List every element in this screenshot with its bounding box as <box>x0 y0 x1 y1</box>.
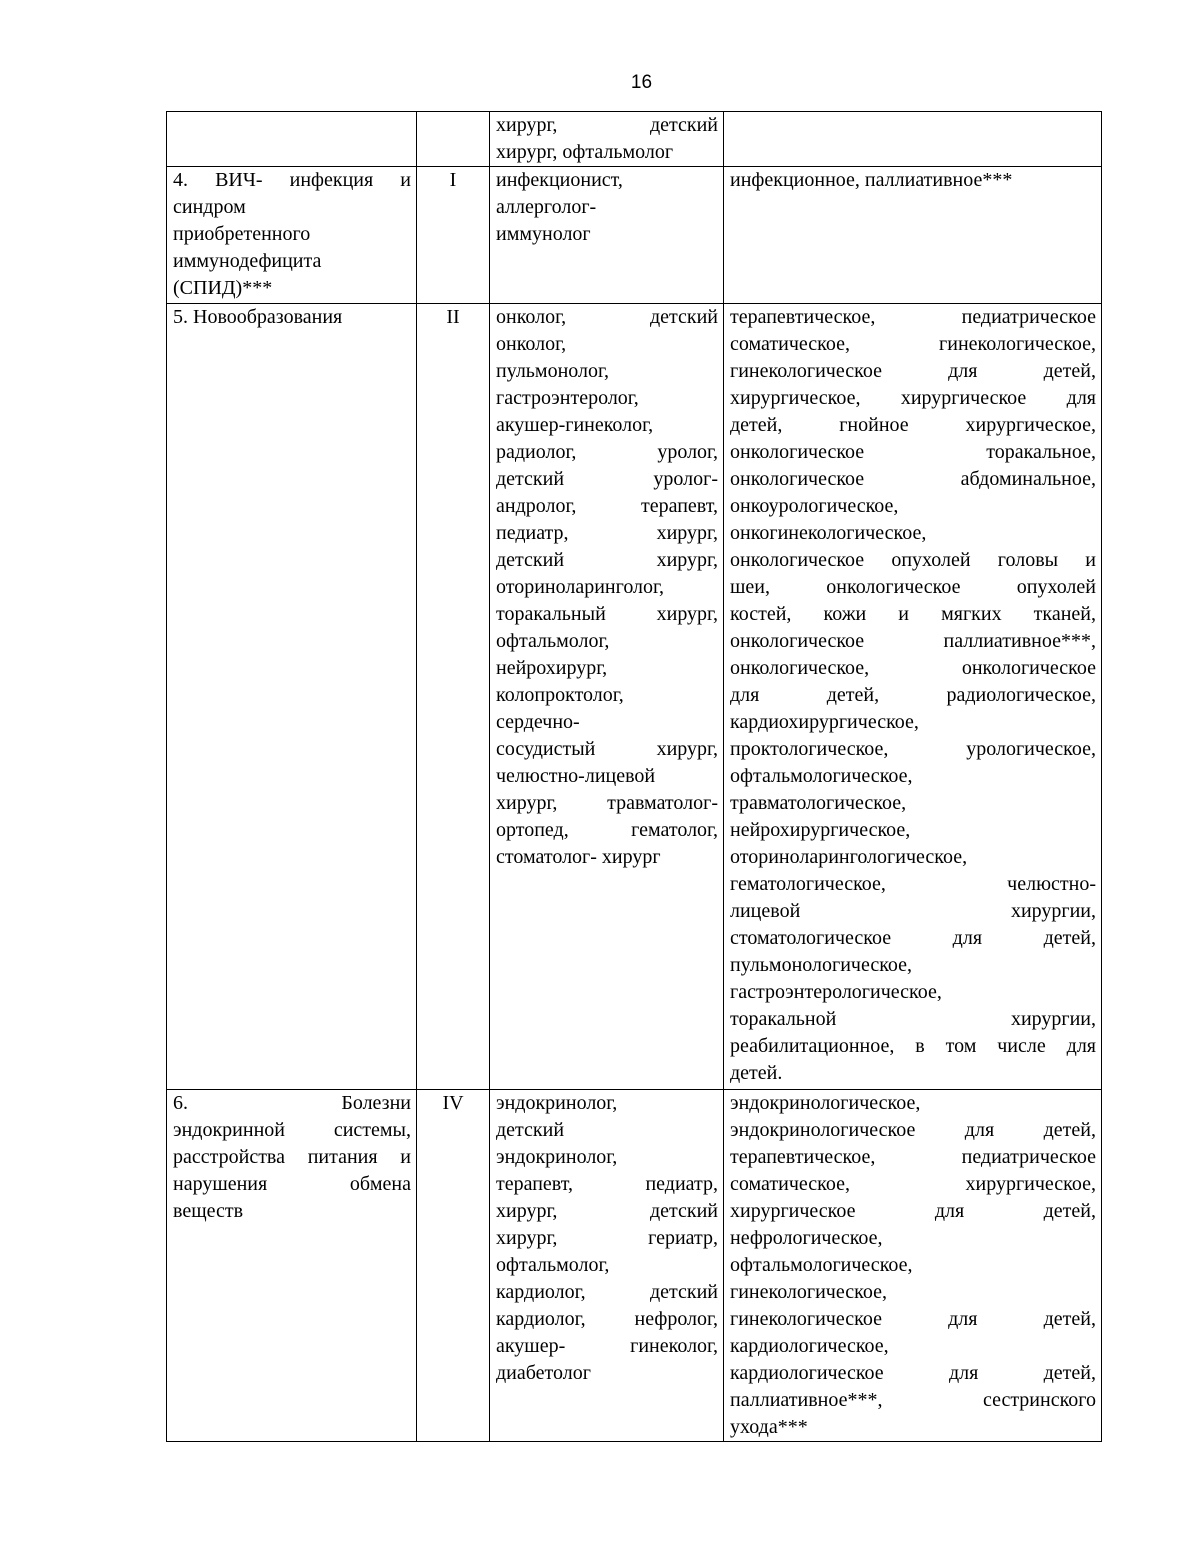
cell-line: онколог, <box>496 333 567 355</box>
cell-line: нейрохирург, <box>496 657 608 679</box>
cell-line: челюстно-лицевой <box>496 765 656 787</box>
profile-cell <box>724 167 1102 304</box>
cell-line: синдром <box>173 196 246 218</box>
cell-line: терапевтическое, педиатрическое <box>730 306 1096 328</box>
cell-line: гематологическое, челюстно- <box>730 873 1096 895</box>
disease-name-cell <box>167 1090 417 1442</box>
cell-line: кардиохирургическое, <box>730 711 919 733</box>
disease-name-cell <box>167 167 417 304</box>
disease-name-cell <box>167 304 417 1090</box>
table-row <box>167 1090 1102 1442</box>
cell-line: эндокринологическое, <box>730 1092 921 1114</box>
cell-line: колопроктолог, <box>496 684 624 706</box>
cell-line: онкологическое опухолей головы и <box>730 549 1096 571</box>
cell-line: онколог, детский <box>496 306 718 328</box>
cell-line: сосудистый хирург, <box>496 738 718 760</box>
cell-line: офтальмолог, <box>496 1254 610 1276</box>
cell-line: стоматологическое для детей, <box>730 927 1096 949</box>
cell-line: нейрохирургическое, <box>730 819 911 841</box>
cell-line: паллиативное***, сестринского <box>730 1389 1096 1411</box>
cell-line: эндокринолог, <box>496 1092 618 1114</box>
cell-line: онкологическое паллиативное***, <box>730 630 1096 652</box>
cell-line: онкологическое абдоминальное, <box>730 468 1096 490</box>
specialists-cell <box>490 1090 724 1442</box>
cell-line: ухода*** <box>730 1416 808 1438</box>
specialists-cell <box>490 167 724 304</box>
page-number: 16 <box>630 72 653 93</box>
cell-line: офтальмологическое, <box>730 765 913 787</box>
cell-line: расстройства питания и <box>173 1146 411 1168</box>
cell-line: оториноларинголог, <box>496 576 664 598</box>
cell-line: офтальмологическое, <box>730 1254 913 1276</box>
cell-line: проктологическое, урологическое, <box>730 738 1096 760</box>
cell-line: терапевтическое, педиатрическое <box>730 1146 1096 1168</box>
cell-line: диабетолог <box>496 1362 591 1384</box>
cell-line: 6. Болезни <box>173 1092 411 1114</box>
cell-line: гинекологическое для детей, <box>730 360 1096 382</box>
cell-line: хирургическое для детей, <box>730 1200 1096 1222</box>
cell-line: шеи, онкологическое опухолей <box>730 576 1096 598</box>
table-row <box>167 167 1102 304</box>
cell-line: хирург, офтальмолог <box>496 141 674 163</box>
cell-line: хирург, детский <box>496 114 718 136</box>
cell-line: детский уролог- <box>496 468 718 490</box>
cell-line: акушер-гинеколог, <box>496 414 654 436</box>
cell-line: пульмонолог, <box>496 360 609 382</box>
cell-line: нефрологическое, <box>730 1227 883 1249</box>
cell-line: эндокринологическое для детей, <box>730 1119 1096 1141</box>
group-cell: II <box>417 304 490 1090</box>
cell-line: хирургическое, хирургическое для <box>730 387 1096 409</box>
cell-line: 4. ВИЧ- инфекция и <box>173 169 411 191</box>
cell-line: эндокринной системы, <box>173 1119 411 1141</box>
cell-line: сердечно- <box>496 711 580 733</box>
cell-line: пульмонологическое, <box>730 954 913 976</box>
cell-line: гастроэнтерологическое, <box>730 981 942 1003</box>
cell-line: детей, гнойное хирургическое, <box>730 414 1096 436</box>
cell-line: онкологическое, онкологическое <box>730 657 1096 679</box>
cell-line: лицевой хирургии, <box>730 900 1096 922</box>
cell-line: гинекологическое для детей, <box>730 1308 1096 1330</box>
cell-line: онкологическое торакальное, <box>730 441 1096 463</box>
cell-line: стоматолог- хирург <box>496 846 661 868</box>
cell-line: реабилитационное, в том числе для <box>730 1035 1096 1057</box>
cell-line: хирург, травматолог- <box>496 792 718 814</box>
table-row <box>167 304 1102 1090</box>
cell-line: детей. <box>730 1062 783 1084</box>
cell-line: андролог, терапевт, <box>496 495 718 517</box>
profile-cell <box>724 112 1102 167</box>
cell-line: радиолог, уролог, <box>496 441 718 463</box>
cell-line: ортопед, гематолог, <box>496 819 718 841</box>
disease-name-cell <box>167 112 417 167</box>
cell-line: гинекологическое, <box>730 1281 887 1303</box>
group-cell: I <box>417 167 490 304</box>
cell-line: кардиологическое для детей, <box>730 1362 1096 1384</box>
profile-cell <box>724 304 1102 1090</box>
cell-line: нарушения обмена <box>173 1173 411 1195</box>
cell-line: детский <box>496 1119 565 1141</box>
disease-table <box>166 111 1102 1442</box>
cell-line: аллерголог- <box>496 196 597 218</box>
cell-line: онкоурологическое, <box>730 495 899 517</box>
cell-line: гастроэнтеролог, <box>496 387 639 409</box>
group-cell: IV <box>417 1090 490 1442</box>
cell-line: иммунолог <box>496 223 591 245</box>
cell-line: хирург, детский <box>496 1200 718 1222</box>
cell-line: кардиолог, нефролог, <box>496 1308 718 1330</box>
cell-line: соматическое, хирургическое, <box>730 1173 1096 1195</box>
cell-line: для детей, радиологическое, <box>730 684 1096 706</box>
cell-line: (СПИД)*** <box>173 277 273 299</box>
cell-line: соматическое, гинекологическое, <box>730 333 1096 355</box>
cell-line: приобретенного <box>173 223 311 245</box>
group-cell <box>417 112 490 167</box>
cell-line: детский хирург, <box>496 549 718 571</box>
specialists-cell <box>490 304 724 1090</box>
cell-line: инфекционист, <box>496 169 623 191</box>
cell-line: иммунодефицита <box>173 250 322 272</box>
cell-line: торакальной хирургии, <box>730 1008 1096 1030</box>
cell-line: 5. Новообразования <box>173 306 343 328</box>
cell-line: инфекционное, паллиативное*** <box>730 169 1013 191</box>
cell-line: веществ <box>173 1200 244 1222</box>
cell-line: педиатр, хирург, <box>496 522 718 544</box>
specialists-cell <box>490 112 724 167</box>
cell-line: торакальный хирург, <box>496 603 718 625</box>
profile-cell <box>724 1090 1102 1442</box>
cell-line: эндокринолог, <box>496 1146 618 1168</box>
cell-line: хирург, гериатр, <box>496 1227 718 1249</box>
cell-line: оториноларингологическое, <box>730 846 968 868</box>
cell-line: акушер- гинеколог, <box>496 1335 718 1357</box>
table-row <box>167 112 1102 167</box>
cell-line: кардиологическое, <box>730 1335 889 1357</box>
cell-line: костей, кожи и мягких тканей, <box>730 603 1096 625</box>
cell-line: терапевт, педиатр, <box>496 1173 718 1195</box>
cell-line: онкогинекологическое, <box>730 522 927 544</box>
cell-line: офтальмолог, <box>496 630 610 652</box>
cell-line: травматологическое, <box>730 792 907 814</box>
cell-line: кардиолог, детский <box>496 1281 718 1303</box>
